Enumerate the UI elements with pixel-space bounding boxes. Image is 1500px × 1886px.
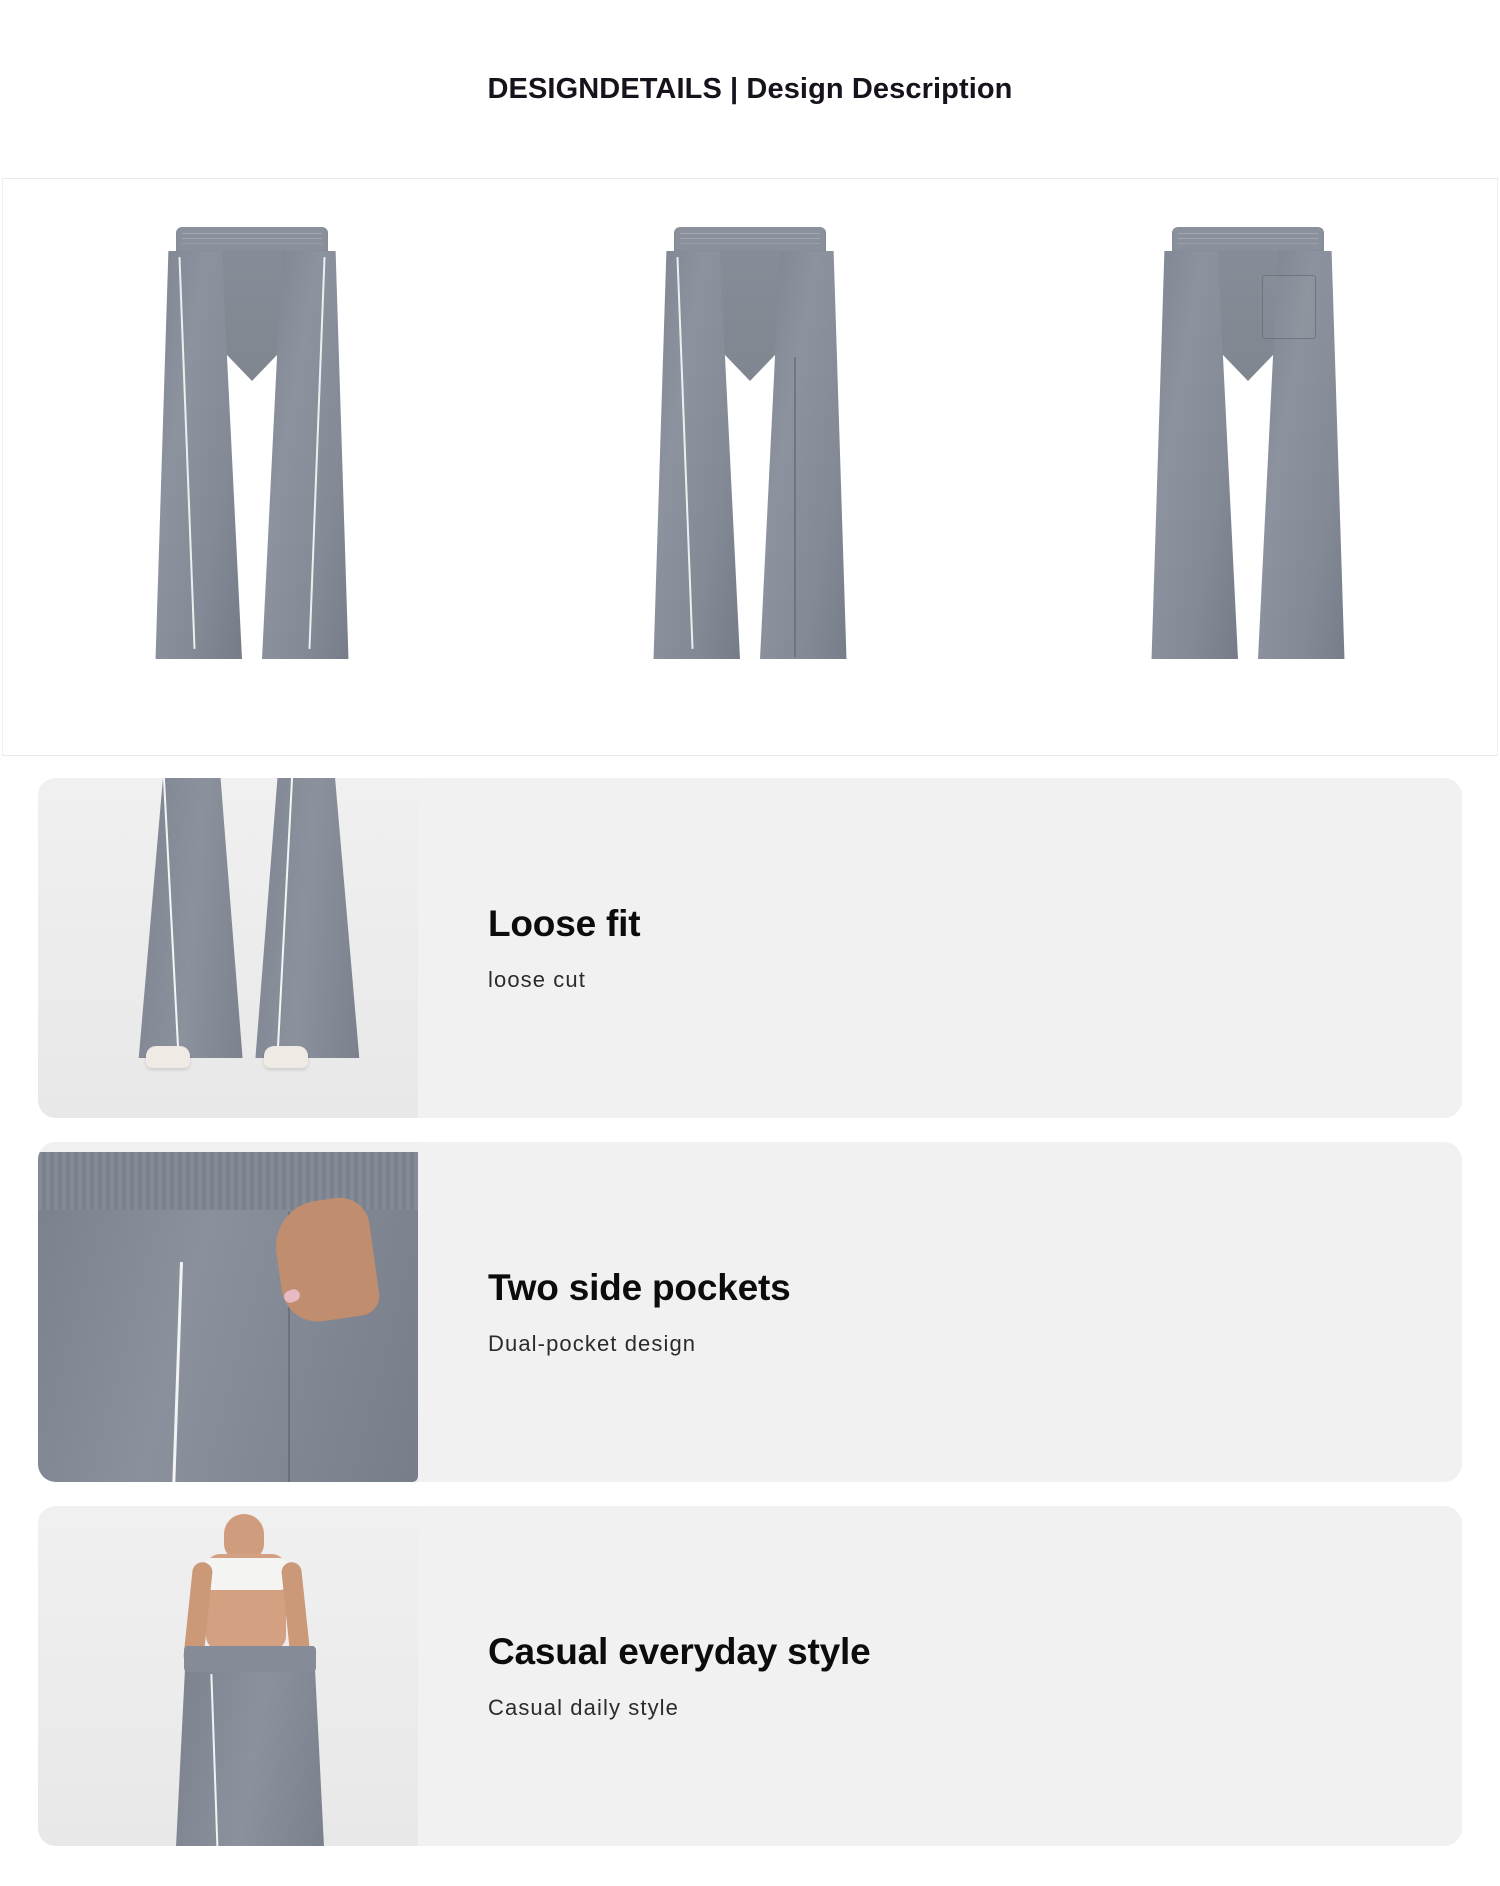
feature-image-casual-style [38,1506,418,1846]
flat-view-back [1088,207,1408,727]
feature-title: Loose fit [488,903,641,944]
side-seam-right [794,357,796,657]
feature-image-side-pockets [38,1142,418,1482]
shoe-left [146,1046,190,1068]
flat-lay-gallery [2,178,1498,756]
feature-card-loose-fit [38,778,1462,1118]
flat-view-front [92,207,412,727]
feature-text-block [418,778,1462,1118]
feature-list [0,756,1500,1886]
feature-text-block [418,1142,1462,1482]
feature-card-side-pockets [38,1142,1462,1482]
waistband [176,227,328,255]
waistband [674,227,826,255]
feature-subtitle: loose cut [488,967,586,992]
pants-front-illustration [122,207,382,677]
elastic-waistband [184,1646,316,1672]
pants-angle-illustration [620,207,880,677]
page-header [0,0,1500,178]
elastic-waistband [38,1152,418,1210]
back-pocket [1262,275,1316,339]
feature-image-loose-fit [38,778,418,1118]
feature-title: Two side pockets [488,1267,791,1308]
flat-view-three-quarter [590,207,910,727]
page-title: DESIGNDETAILS | Design Description [487,72,1013,105]
model-leg-left [134,778,252,1058]
feature-text-block [418,1506,1462,1846]
photo-backdrop [38,1506,418,1846]
sports-bra [204,1558,288,1590]
photo-backdrop [38,778,418,1118]
waistband [1172,227,1324,255]
model-pants [174,1646,326,1846]
photo-backdrop [38,1142,418,1482]
model-leg-right [246,778,364,1058]
feature-title: Casual everyday style [488,1631,871,1672]
shoe-right [264,1046,308,1068]
pants-back-illustration [1118,207,1378,677]
feature-subtitle: Dual-pocket design [488,1331,697,1356]
feature-card-casual-style [38,1506,1462,1846]
feature-subtitle: Casual daily style [488,1695,679,1720]
